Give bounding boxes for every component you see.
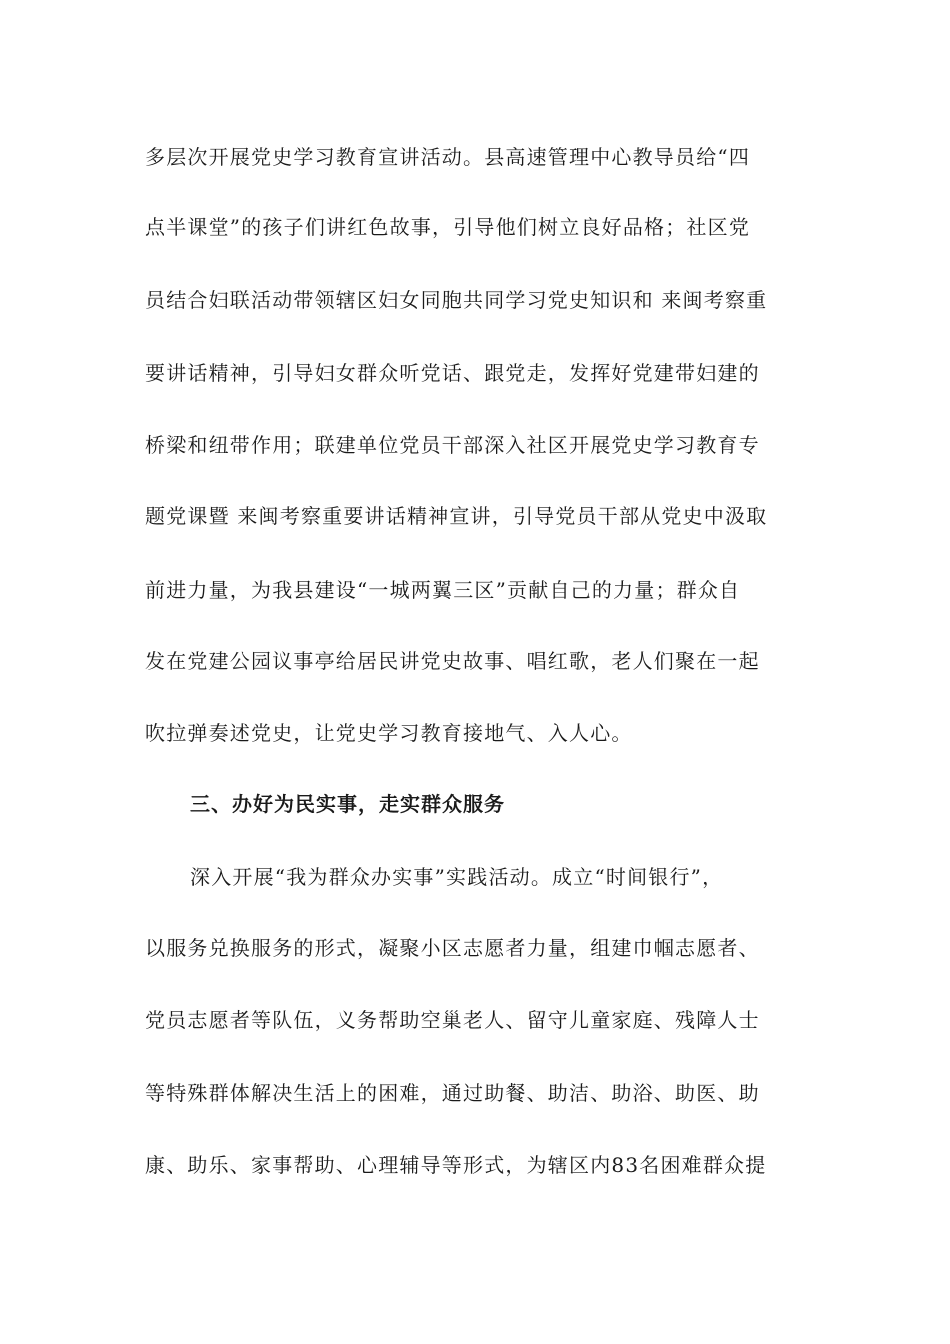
paragraph-line: 吹拉弹奏述党史，让党史学习教育接地气、入人心。 [145,721,633,745]
paragraph-line: 前进力量，为我县建设“一城两翼三区”贡献自己的力量；群众自 [145,578,741,602]
paragraph-line: 要讲话精神，引导妇女群众听党话、跟党走，发挥好党建带妇建的 [145,361,760,385]
section-heading: 三、办好为民实事，走实群众服务 [190,792,505,816]
paragraph-line: 深入开展“我为群众办实事”实践活动。成立“时间银行”， [190,865,724,889]
paragraph-line: 发在党建公园议事亭给居民讲党史故事、唱红歌，老人们聚在一起 [145,649,760,673]
paragraph-line: 等特殊群体解决生活上的困难，通过助餐、助洁、助浴、助医、助 [145,1081,760,1105]
paragraph-line: 员结合妇联活动带领辖区妇女同胞共同学习党史知识和 来闽考察重 [145,288,768,312]
paragraph-line: 康、助乐、家事帮助、心理辅导等形式，为辖区内83名困难群众提 [145,1153,767,1177]
paragraph-line: 桥梁和纽带作用；联建单位党员干部深入社区开展党史学习教育专 [145,433,760,457]
paragraph-line: 点半课堂”的孩子们讲红色故事，引导他们树立良好品格；社区党 [145,215,751,239]
paragraph-line: 题党课暨 来闽考察重要讲话精神宣讲，引导党员干部从党史中汲取 [145,504,768,528]
paragraph-line: 以服务兑换服务的形式，凝聚小区志愿者力量，组建巾帼志愿者、 [145,936,760,960]
paragraph-line: 多层次开展党史学习教育宣讲活动。县高速管理中心教导员给“四 [145,145,751,169]
paragraph-line: 党员志愿者等队伍，义务帮助空巢老人、留守儿童家庭、残障人士 [145,1008,760,1032]
